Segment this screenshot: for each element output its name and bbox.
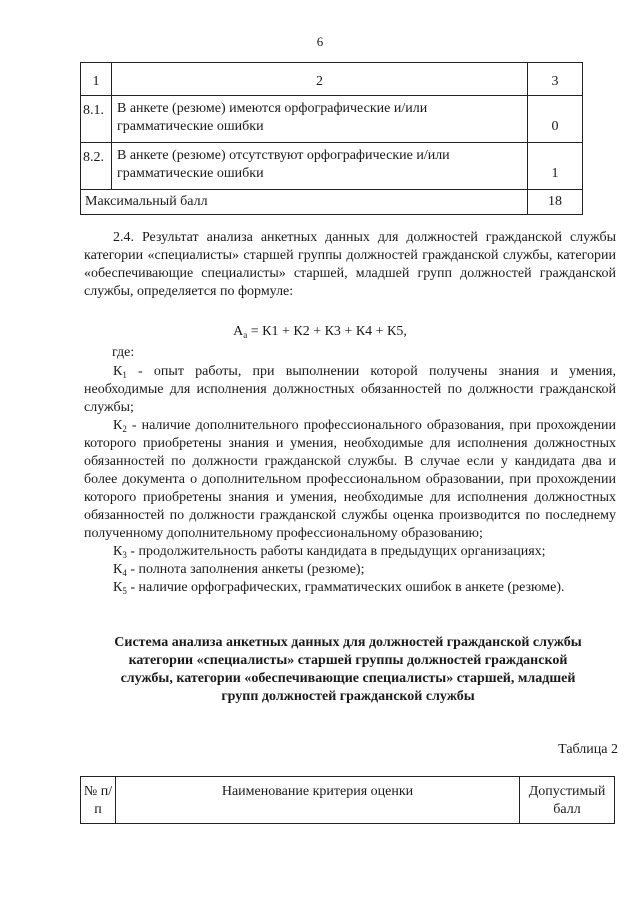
definition-k1: $К_1$ - опыт работы, при выполнении которой получены знания и умения, необходимые для исполнения должностных обязанностей по должности гражданской службы; (84, 364, 616, 415)
col-points-header: Допустимый балл (520, 777, 615, 824)
header-cell: 1 (81, 63, 112, 96)
system-heading: Система анализа анкетных данных для должностей гражданской службы категории «специалисты» старшей группы должностей гражданской службы, категории «обеспечивающие специалисты» старшей, младшей групп должностей гражданской службы (114, 635, 582, 704)
section-intro: 2.4. Результат анализа анкетных данных для должностей гражданской службы категории «специалисты» старшей группы должностей гражданской службы, категории «обеспечивающие специалисты» старшей, младшей групп должностей гражданской службы, определяется по формуле: (84, 230, 616, 299)
max-score-value: 18 (528, 190, 583, 215)
row-number: 8.1. (81, 96, 112, 143)
row-points: 0 (528, 96, 583, 143)
col-criterion-header: Наименование критерия оценки (116, 777, 520, 824)
where-label: где: (112, 345, 135, 360)
table2-header-row (81, 777, 615, 824)
col-number-header: № п/п (81, 777, 116, 824)
section-intro-block (84, 229, 616, 301)
definition-k3: $К_3$ - продолжительность работы кандидата в предыдущих организациях; (113, 544, 546, 560)
formula: $А_а = К1 + К2 + К3 + К4 + К5$, (233, 324, 407, 340)
definition-k4: $К_4$ - полнота заполнения анкеты (резюме); (113, 562, 365, 578)
criteria-table (80, 62, 583, 215)
page-number: 6 (316, 34, 324, 49)
formula-lhs: А (233, 324, 244, 339)
max-score-label: Максимальный балл (81, 190, 528, 215)
max-score-row (81, 190, 583, 215)
definition-k2: $К_2$ - наличие дополнительного профессионального образования, при прохождении которого приобретены знания и умения, необходимые для исполнения должностных обязанностей по должности гражданской службы. В случае если у кандидата два и более документа о дополнительном профессиональном образовании, при прохождении которого приобретены знания и умения, необходимые для исполнения должностных обязанностей по должности гражданской службы оценка производится по последнему полученному дополнительному профессиональному образованию; (84, 418, 616, 541)
row-number: 8.2. (81, 143, 112, 190)
table-header-row (81, 63, 583, 96)
table2-caption: Таблица 2 (558, 742, 618, 757)
definition-k5: $К_5$ - наличие орфографических, грамматических ошибок в анкете (резюме). (113, 580, 565, 596)
formula-rhs: К1 + К2 + К3 + К4 + К5 (262, 324, 404, 339)
header-cell: 3 (528, 63, 583, 96)
formula-lhs-sub: а (243, 330, 248, 340)
row-points: 1 (528, 143, 583, 190)
row-text: В анкете (резюме) имеются орфографические и/или грамматические ошибки (112, 96, 528, 143)
header-cell: 2 (112, 63, 528, 96)
row-text: В анкете (резюме) отсутствуют орфографические и/или грамматические ошибки (112, 143, 528, 190)
table-row (81, 96, 583, 143)
table-row (81, 143, 583, 190)
table2 (80, 776, 615, 824)
definitions-list (84, 363, 616, 597)
